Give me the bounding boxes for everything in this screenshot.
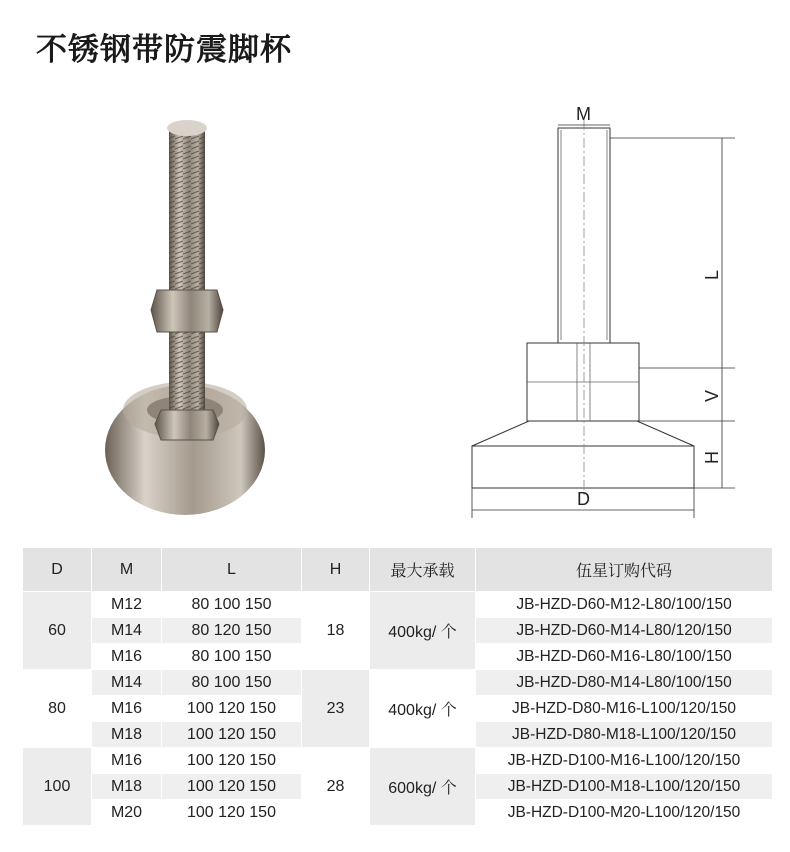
cell-l: 80 100 150 xyxy=(162,670,302,696)
header-order-code: 伍星订购代码 xyxy=(476,548,773,592)
cell-l: 100 120 150 xyxy=(162,748,302,774)
cell-m: M16 xyxy=(92,696,162,722)
cell-d: 80 xyxy=(23,670,92,748)
cell-code: JB-HZD-D60-M16-L80/100/150 xyxy=(476,644,773,670)
header-l: L xyxy=(162,548,302,592)
table-row xyxy=(23,748,773,774)
header-m: M xyxy=(92,548,162,592)
cell-m: M14 xyxy=(92,618,162,644)
cell-m: M14 xyxy=(92,670,162,696)
product-photo xyxy=(95,110,280,525)
cell-code: JB-HZD-D80-M14-L80/100/150 xyxy=(476,670,773,696)
dim-label-l: L xyxy=(702,269,722,280)
cell-m: M16 xyxy=(92,644,162,670)
cell-m: M18 xyxy=(92,722,162,748)
dim-label-h: H xyxy=(702,451,722,464)
cell-l: 100 120 150 xyxy=(162,774,302,800)
cell-load: 400kg/ 个 xyxy=(370,670,476,748)
cell-l: 80 100 150 xyxy=(162,644,302,670)
cell-code: JB-HZD-D60-M14-L80/120/150 xyxy=(476,618,773,644)
header-d: D xyxy=(23,548,92,592)
cell-l: 100 120 150 xyxy=(162,722,302,748)
cell-m: M18 xyxy=(92,774,162,800)
cell-m: M20 xyxy=(92,800,162,826)
table-row xyxy=(23,670,773,696)
cell-h: 28 xyxy=(302,748,370,826)
cell-l: 80 120 150 xyxy=(162,618,302,644)
dim-label-m: M xyxy=(576,104,591,124)
cell-m: M12 xyxy=(92,592,162,618)
cell-code: JB-HZD-D100-M16-L100/120/150 xyxy=(476,748,773,774)
technical-drawing xyxy=(460,100,760,530)
cell-code: JB-HZD-D100-M20-L100/120/150 xyxy=(476,800,773,826)
spec-table xyxy=(22,547,773,826)
table-row xyxy=(23,592,773,618)
dim-label-d: D xyxy=(577,489,590,509)
dim-label-v: V xyxy=(702,389,722,402)
cell-d: 60 xyxy=(23,592,92,670)
cell-d: 100 xyxy=(23,748,92,826)
cell-code: JB-HZD-D80-M16-L100/120/150 xyxy=(476,696,773,722)
header-max-load: 最大承载 xyxy=(370,548,476,592)
cell-load: 600kg/ 个 xyxy=(370,748,476,826)
cell-h: 18 xyxy=(302,592,370,670)
cell-h: 23 xyxy=(302,670,370,748)
cell-code: JB-HZD-D80-M18-L100/120/150 xyxy=(476,722,773,748)
cell-code: JB-HZD-D60-M12-L80/100/150 xyxy=(476,592,773,618)
page-title: 不锈钢带防震脚杯 xyxy=(36,32,292,68)
cell-l: 100 120 150 xyxy=(162,800,302,826)
header-h: H xyxy=(302,548,370,592)
cell-l: 100 120 150 xyxy=(162,696,302,722)
cell-code: JB-HZD-D100-M18-L100/120/150 xyxy=(476,774,773,800)
cell-load: 400kg/ 个 xyxy=(370,592,476,670)
table-header-row xyxy=(23,548,773,592)
cell-m: M16 xyxy=(92,748,162,774)
cell-l: 80 100 150 xyxy=(162,592,302,618)
